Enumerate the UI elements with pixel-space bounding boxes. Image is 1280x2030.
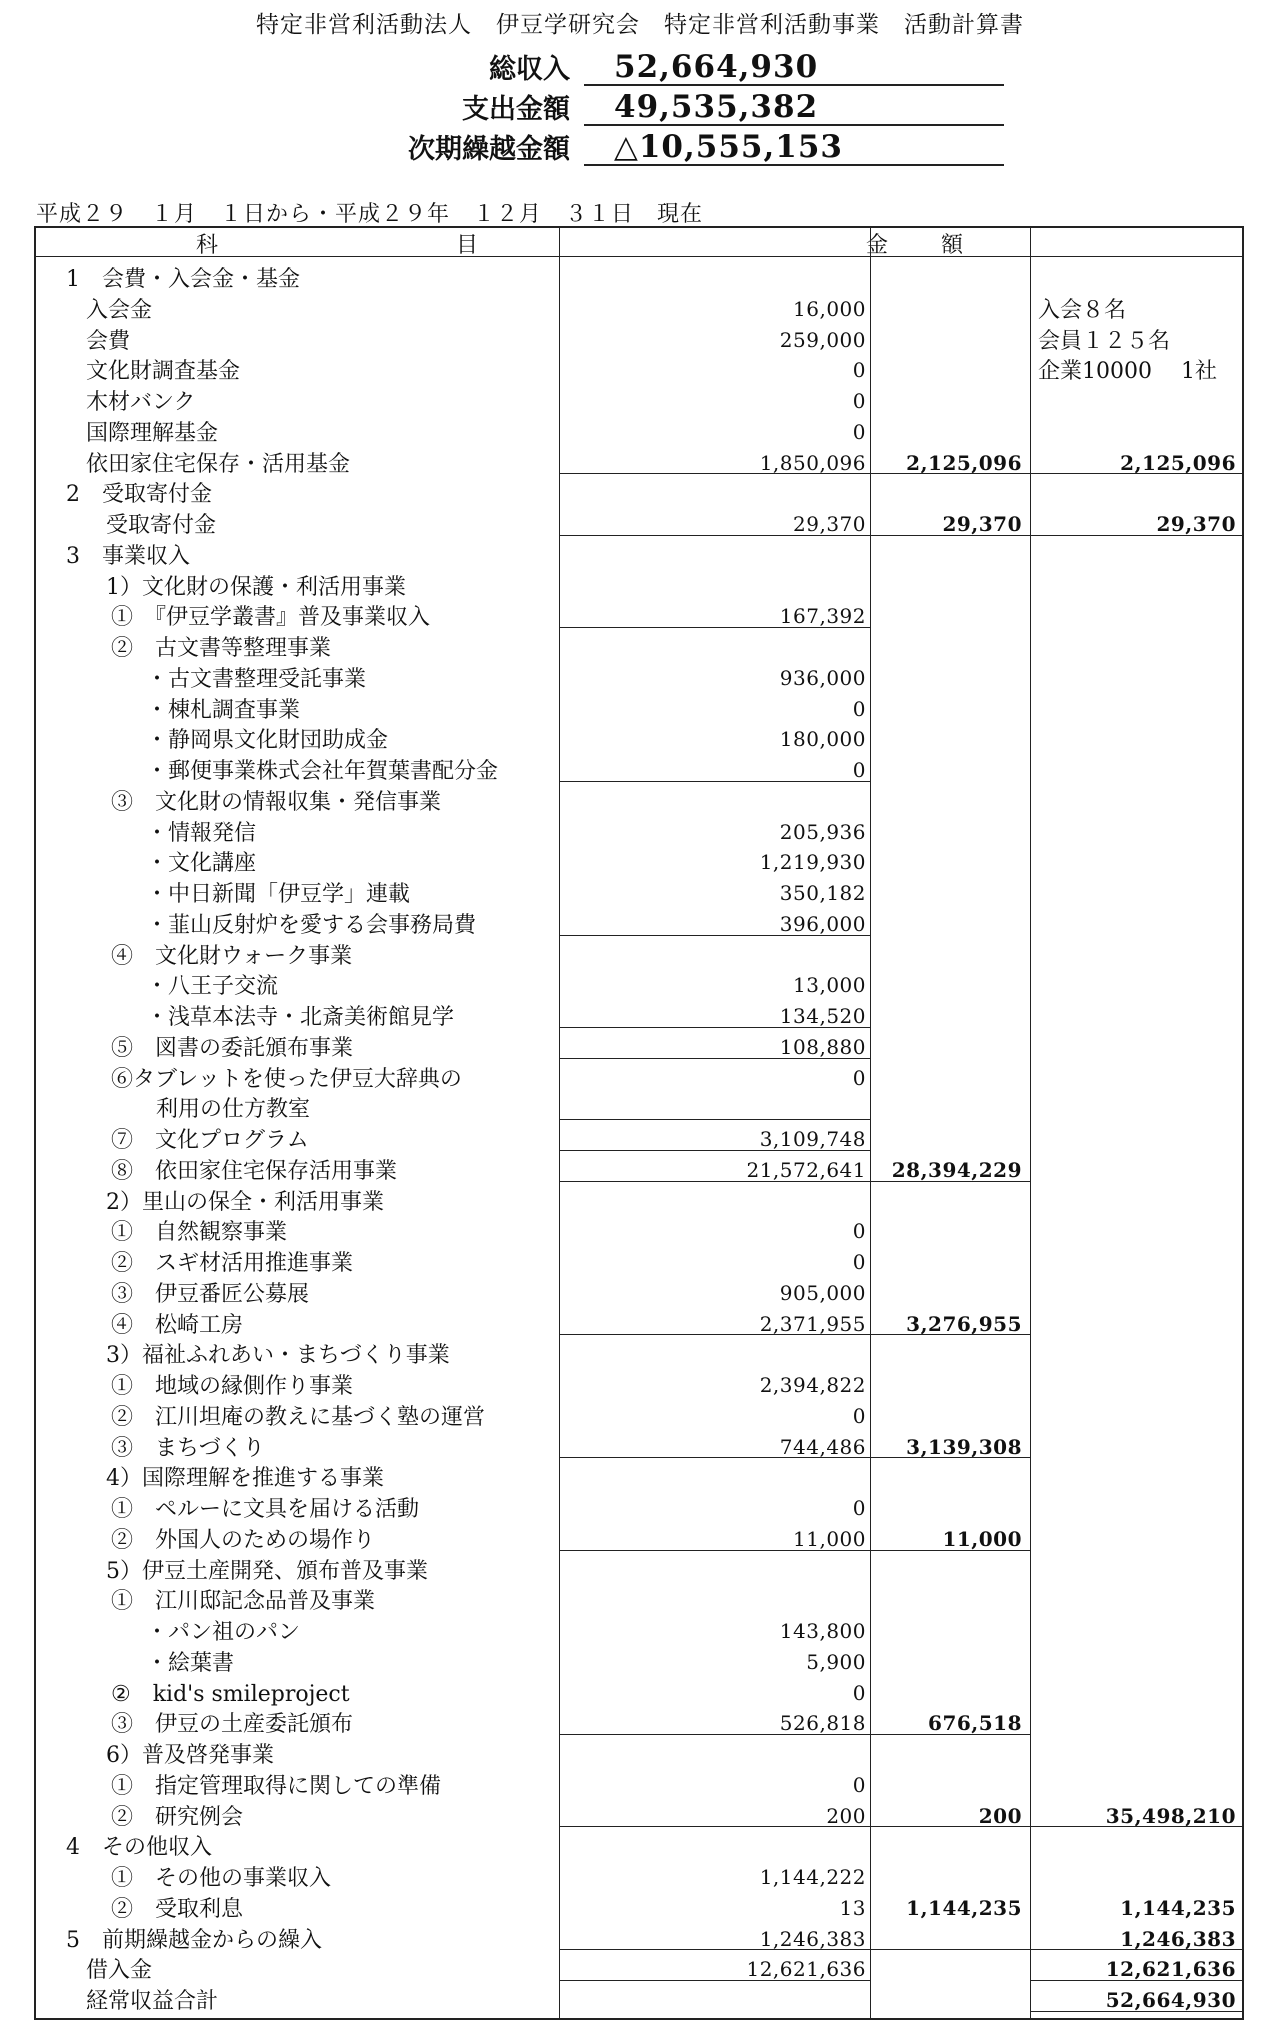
row-label: 借入金 — [86, 1958, 153, 1984]
row-label: 木材バンク — [86, 390, 196, 415]
amount-col1: 526,818 — [779, 1711, 866, 1736]
row-label: ② 研究例会 — [111, 1804, 244, 1830]
rule-line — [559, 1980, 870, 1981]
table-row — [36, 598, 1242, 629]
table-row — [36, 260, 1242, 291]
amount-col1: 0 — [852, 1065, 866, 1090]
row-label: ・文化講座 — [146, 851, 257, 877]
amount-col1: 0 — [852, 758, 866, 782]
row-label: 経常収益合計 — [86, 1989, 219, 2014]
amount-col2: 3,139,308 — [906, 1434, 1022, 1459]
amount-col1: 29,370 — [793, 512, 866, 536]
row-label: 依田家住宅保存・活用基金 — [86, 451, 351, 477]
document-title: 特定非営利活動法人 伊豆学研究会 特定非営利活動事業 活動計算書 — [256, 12, 1024, 38]
summary-label: 支出金額 — [462, 94, 570, 125]
row-label: 1）文化財の保護・利活用事業 — [106, 574, 406, 600]
amount-col1: 134,520 — [779, 1004, 866, 1028]
row-label: ・韮山反射炉を愛する会事務局費 — [146, 912, 477, 938]
rule-line — [1030, 535, 1244, 536]
amount-col2: 676,518 — [928, 1711, 1022, 1736]
row-label: ④ 松崎工房 — [111, 1312, 244, 1338]
table-row — [36, 414, 1242, 445]
row-label: ① その他の事業収入 — [111, 1866, 332, 1891]
rule-line — [870, 1826, 1030, 1827]
row-label: 受取寄付金 — [106, 513, 217, 538]
amount-col1: 1,144,222 — [759, 1865, 866, 1889]
table-row — [36, 1644, 1242, 1675]
table-row — [36, 906, 1242, 937]
table-row — [36, 1613, 1242, 1644]
table-row — [36, 1429, 1242, 1460]
amount-col1: 0 — [852, 389, 866, 413]
table-row — [36, 1675, 1242, 1706]
amount-col1: 108,880 — [779, 1034, 866, 1059]
amount-col1: 13,000 — [793, 973, 866, 998]
amount-col1: 0 — [852, 696, 866, 721]
rule-line — [870, 535, 1030, 536]
amount-col3: 12,621,636 — [1105, 1957, 1236, 1982]
amount-col1: 744,486 — [779, 1434, 866, 1459]
amount-col3: 52,664,930 — [1105, 1988, 1236, 2012]
rule-line — [559, 1334, 870, 1335]
amount-col3: 29,370 — [1156, 512, 1236, 536]
amount-col2: 1,144,235 — [906, 1895, 1022, 1920]
summary-label: 総収入 — [489, 54, 570, 85]
amount-col1: 143,800 — [779, 1619, 866, 1643]
rule-line — [870, 1550, 1030, 1551]
ledger-table — [34, 226, 1244, 2020]
amount-col1: 0 — [852, 1250, 866, 1274]
row-label: ② 古文書等整理事業 — [111, 636, 332, 661]
table-row — [36, 1582, 1242, 1613]
rule-line — [559, 1550, 870, 1551]
amount-col2: 11,000 — [942, 1526, 1022, 1551]
row-label: ③ 文化財の情報収集・発信事業 — [111, 789, 442, 815]
row-label: ① ペルーに文具を届ける活動 — [111, 1497, 420, 1522]
rule-line — [559, 935, 870, 936]
table-row — [36, 629, 1242, 660]
row-label: ・絵葉書 — [146, 1650, 235, 1676]
table-row — [36, 1275, 1242, 1306]
row-note: 会員１２５名 — [1038, 328, 1171, 354]
table-row — [36, 875, 1242, 906]
row-label: ⑥タブレットを使った伊豆大辞典の — [111, 1066, 462, 1092]
row-label: ③ まちづくり — [111, 1435, 265, 1461]
table-row — [36, 1736, 1242, 1767]
amount-col1: 16,000 — [793, 296, 866, 321]
table-row — [36, 1982, 1242, 2013]
rule-line — [559, 1027, 870, 1028]
row-note: 企業10000 1社 — [1038, 359, 1217, 385]
amount-col1: 200 — [826, 1803, 866, 1828]
row-label: 2 受取寄付金 — [66, 482, 212, 508]
rule-line — [1030, 473, 1244, 474]
row-label: 利用の仕方教室 — [156, 1097, 311, 1123]
table-row — [36, 1367, 1242, 1398]
rule-line — [1030, 1980, 1244, 1981]
rule-line — [559, 627, 870, 628]
rule-line — [559, 1150, 870, 1151]
amount-col1: 11,000 — [793, 1526, 866, 1551]
table-row — [36, 1459, 1242, 1490]
header-kingaku-1: 金 — [866, 233, 889, 258]
rule-line — [1030, 1826, 1244, 1827]
table-row — [36, 1121, 1242, 1152]
rule-line — [559, 1949, 870, 1950]
amount-col1: 167,392 — [779, 604, 866, 629]
row-label: 5 前期繰越金からの繰入 — [66, 1927, 322, 1953]
summary-row-expenditure — [380, 86, 1020, 126]
amount-col1: 2,394,822 — [759, 1373, 866, 1397]
amount-col1: 1,246,383 — [759, 1926, 866, 1951]
table-row — [36, 1705, 1242, 1736]
rule-line — [559, 1734, 870, 1735]
row-label: 6）普及啓発事業 — [106, 1743, 274, 1768]
rule-line — [559, 781, 870, 782]
table-row — [36, 1921, 1242, 1952]
row-label: ② kid's smileproject — [111, 1681, 350, 1707]
amount-col3: 35,498,210 — [1105, 1803, 1236, 1828]
amount-col1: 180,000 — [779, 727, 866, 752]
table-row — [36, 1029, 1242, 1060]
amount-col1: 0 — [852, 419, 866, 444]
table-row — [36, 537, 1242, 568]
amount-col1: 3,109,748 — [759, 1127, 866, 1151]
row-label: 4）国際理解を推進する事業 — [106, 1466, 384, 1492]
amount-col2: 28,394,229 — [891, 1157, 1022, 1182]
table-row — [36, 1398, 1242, 1429]
rule-line — [870, 473, 1030, 474]
table-row — [36, 1213, 1242, 1244]
row-label: ① 江川邸記念品普及事業 — [111, 1589, 376, 1615]
table-row — [36, 475, 1242, 506]
table-row — [36, 1306, 1242, 1337]
amount-col1: 1,219,930 — [759, 850, 866, 875]
table-row — [36, 322, 1242, 353]
rule-line — [559, 1181, 870, 1182]
table-row — [36, 937, 1242, 968]
row-label: ⑧ 依田家住宅保存活用事業 — [111, 1158, 398, 1184]
row-label: 会費 — [86, 328, 131, 354]
period-text: 平成２９ １月 １日から・平成２９年 １２月 ３１日 現在 — [36, 202, 704, 227]
row-label: ⑦ 文化プログラム — [111, 1128, 309, 1153]
summary-value: 52,664,930 — [584, 50, 1004, 86]
table-row — [36, 1490, 1242, 1521]
amount-col2: 2,125,096 — [906, 450, 1022, 475]
row-label: ② スギ材活用推進事業 — [111, 1251, 354, 1276]
row-label: 2）里山の保全・利活用事業 — [106, 1189, 384, 1215]
summary-value: △10,555,153 — [584, 130, 1004, 166]
row-label: 1 会費・入会金・基金 — [66, 267, 300, 292]
rule-line — [559, 1457, 870, 1458]
table-row — [36, 752, 1242, 783]
table-row — [36, 967, 1242, 998]
table-row — [36, 691, 1242, 722]
amount-col1: 0 — [852, 1219, 866, 1244]
summary-block — [380, 46, 1020, 166]
row-label: ・中日新聞「伊豆学」連載 — [146, 882, 411, 907]
row-note: 入会８名 — [1038, 297, 1127, 323]
row-label: ① 自然観察事業 — [111, 1220, 288, 1246]
header-kamoku-1: 科 — [196, 233, 219, 258]
row-label: 文化財調査基金 — [86, 359, 241, 385]
row-label: 4 その他収入 — [66, 1835, 212, 1861]
rule-line — [559, 1119, 870, 1120]
table-row — [36, 1767, 1242, 1798]
table-row — [36, 568, 1242, 599]
rule-line — [1030, 1949, 1244, 1950]
amount-col1: 5,900 — [806, 1649, 866, 1674]
table-row — [36, 721, 1242, 752]
amount-col2: 3,276,955 — [906, 1311, 1022, 1336]
row-label: ・浅草本法寺・北斎美術館見学 — [146, 1005, 455, 1030]
row-label: ③ 伊豆の土産委託頒布 — [111, 1712, 354, 1738]
summary-row-carryover — [380, 126, 1020, 166]
summary-label: 次期繰越金額 — [408, 134, 570, 165]
row-label: 3 事業収入 — [66, 543, 190, 569]
table-row — [36, 783, 1242, 814]
table-row — [36, 1152, 1242, 1183]
amount-col2: 29,370 — [942, 512, 1022, 536]
table-row — [36, 1951, 1242, 1982]
table-header — [36, 228, 1242, 257]
table-row — [36, 1090, 1242, 1121]
amount-col3: 1,246,383 — [1120, 1926, 1236, 1951]
header-kingaku-2: 額 — [941, 233, 964, 258]
row-label: ④ 文化財ウォーク事業 — [111, 943, 353, 969]
amount-col3: 2,125,096 — [1120, 450, 1236, 475]
amount-col3: 1,144,235 — [1120, 1895, 1236, 1920]
amount-col1: 0 — [852, 358, 866, 383]
row-label: ・静岡県文化財団助成金 — [146, 728, 389, 754]
amount-col1: 205,936 — [779, 819, 866, 844]
row-label: 5）伊豆土産開発、頒布普及事業 — [106, 1558, 428, 1584]
amount-col1: 0 — [852, 1403, 866, 1428]
table-row — [36, 660, 1242, 691]
table-row — [36, 506, 1242, 537]
amount-col1: 2,371,955 — [759, 1311, 866, 1336]
row-label: 国際理解基金 — [86, 420, 219, 446]
amount-col1: 0 — [852, 1680, 866, 1705]
row-label: ・棟札調査事業 — [146, 697, 301, 723]
amount-col1: 21,572,641 — [746, 1157, 866, 1182]
rule-line — [559, 1826, 870, 1827]
row-label: ② 受取利息 — [111, 1896, 244, 1922]
amount-col1: 12,621,636 — [746, 1957, 866, 1982]
table-row — [36, 383, 1242, 414]
row-label: ⑤ 図書の委託頒布事業 — [111, 1035, 354, 1061]
table-row — [36, 844, 1242, 875]
row-label: ① 指定管理取得に関しての準備 — [111, 1773, 442, 1799]
table-row — [36, 1336, 1242, 1367]
summary-value: 49,535,382 — [584, 90, 1004, 126]
amount-col1: 396,000 — [779, 911, 866, 936]
amount-col1: 13 — [839, 1895, 866, 1920]
table-row — [36, 1521, 1242, 1552]
amount-col1: 259,000 — [779, 327, 866, 352]
rule-line — [870, 1949, 1030, 1950]
row-label: ③ 伊豆番匠公募展 — [111, 1281, 310, 1307]
rule-line — [559, 473, 870, 474]
table-row — [36, 445, 1242, 476]
table-row — [36, 1060, 1242, 1091]
table-row — [36, 1552, 1242, 1583]
row-label: ・情報発信 — [146, 820, 257, 846]
table-row — [36, 1828, 1242, 1859]
rule-line — [1030, 2011, 1244, 2012]
row-label: ・パン祖のパン — [146, 1620, 301, 1645]
amount-col1: 1,850,096 — [759, 450, 866, 475]
rule-line — [870, 1457, 1030, 1458]
row-label: ・八王子交流 — [146, 974, 279, 1000]
table-row — [36, 352, 1242, 383]
amount-col1: 936,000 — [779, 665, 866, 690]
row-label: ① 『伊豆学叢書』普及事業収入 — [111, 605, 431, 631]
table-row — [36, 1183, 1242, 1214]
row-label: ① 地域の縁側作り事業 — [111, 1374, 354, 1399]
rule-line — [870, 1181, 1030, 1182]
row-label: ② 江川坦庵の教えに基づく塾の運営 — [111, 1404, 486, 1430]
row-label: 入会金 — [86, 297, 153, 323]
table-row — [36, 1244, 1242, 1275]
row-label: ・古文書整理受託事業 — [146, 666, 367, 692]
amount-col1: 0 — [852, 1496, 866, 1520]
table-row — [36, 1798, 1242, 1829]
rule-line — [559, 535, 870, 536]
row-label: ② 外国人のための場作り — [111, 1527, 376, 1553]
rule-line — [559, 1058, 870, 1059]
row-label: ・郵便事業株式会社年賀葉書配分金 — [146, 759, 499, 784]
header-kamoku-2: 目 — [456, 233, 479, 258]
table-row — [36, 291, 1242, 322]
amount-col1: 0 — [852, 1772, 866, 1797]
summary-row-total-income — [380, 46, 1020, 86]
rule-line — [870, 1334, 1030, 1335]
table-row — [36, 1859, 1242, 1890]
table-row — [36, 998, 1242, 1029]
amount-col1: 350,182 — [779, 881, 866, 905]
amount-col2: 200 — [978, 1803, 1022, 1828]
amount-col1: 905,000 — [779, 1280, 866, 1305]
row-label: 3）福祉ふれあい・まちづくり事業 — [106, 1343, 450, 1369]
table-row — [36, 1890, 1242, 1921]
rule-line — [870, 1734, 1030, 1735]
table-row — [36, 814, 1242, 845]
